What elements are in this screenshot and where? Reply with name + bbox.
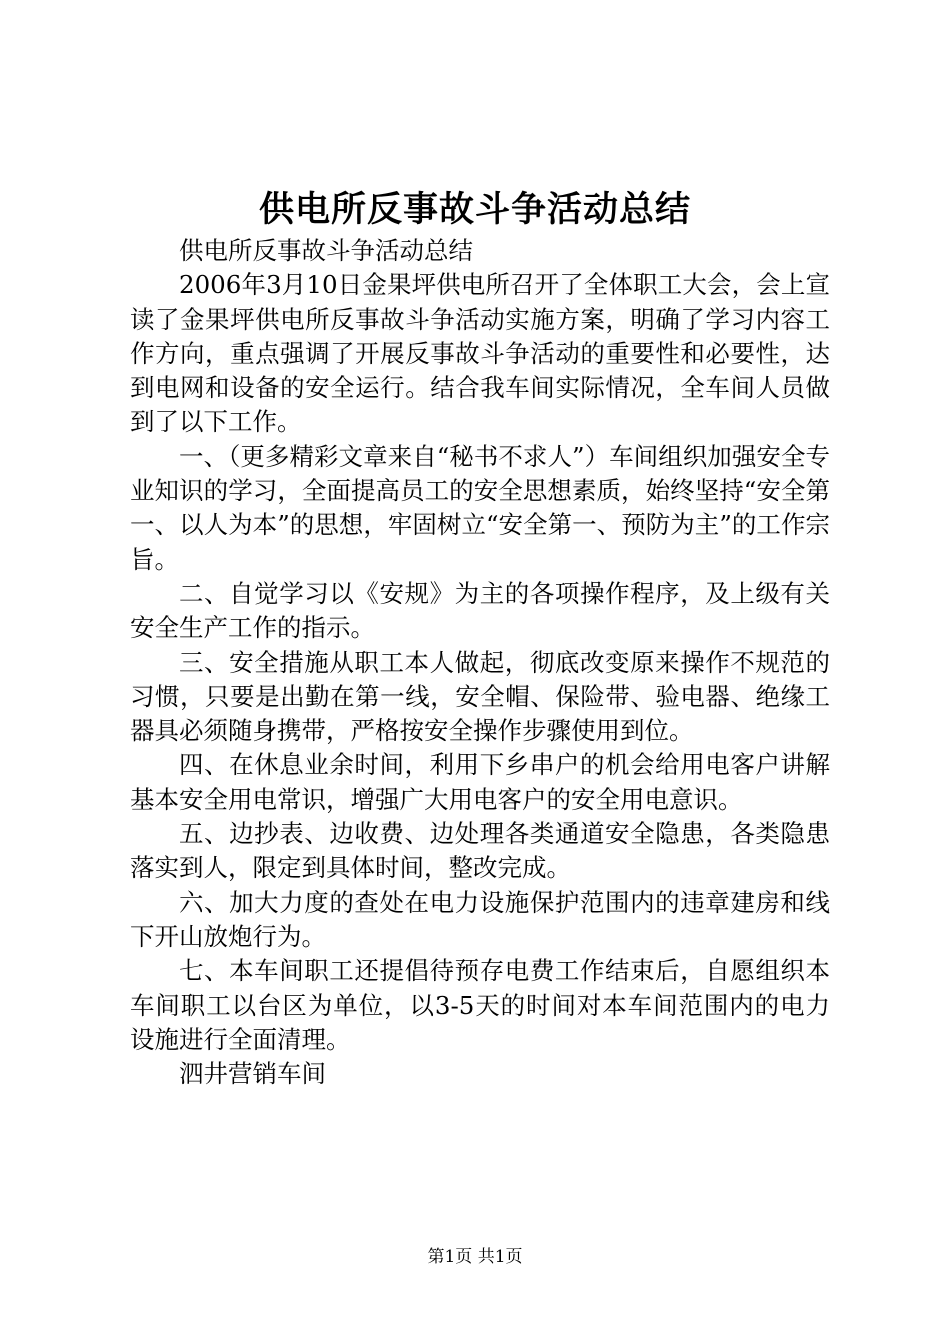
paragraph-item-4: 四、在休息业余时间，利用下乡串户的机会给用电客户讲解基本安全用电常识，增强广大用电客户的安全用电意识。 bbox=[130, 750, 830, 814]
paragraph-signature: 泗井营销车间 bbox=[179, 1059, 326, 1089]
page-title: 供电所反事故斗争活动总结 bbox=[258, 189, 691, 230]
paragraph-item-5: 五、边抄表、边收费、边处理各类通道安全隐患，各类隐患落实到人，限定到具体时间，整改完成。 bbox=[130, 819, 830, 883]
paragraph-item-7: 七、本车间职工还提倡待预存电费工作结束后，自愿组织本车间职工以台区为单位，以3-5天的时间对本车间范围内的电力设施进行全面清理。 bbox=[130, 956, 830, 1054]
page-footer: 第1页 共1页 bbox=[427, 1247, 523, 1267]
paragraph-subtitle: 供电所反事故斗争活动总结 bbox=[179, 236, 473, 265]
paragraph-item-3: 三、安全措施从职工本人做起，彻底改变原来操作不规范的习惯，只要是出勤在第一线，安全帽、保险带、验电器、绝缘工器具必须随身携带，严格按安全操作步骤使用到位。 bbox=[130, 647, 830, 746]
paragraph-item-2: 二、自觉学习以《安规》为主的各项操作程序，及上级有关安全生产工作的指示。 bbox=[130, 578, 830, 643]
paragraph-item-1: 一、（更多精彩文章来自“秘书不求人”）车间组织加强安全专业知识的学习，全面提高员工的安全思想素质，始终坚持“安全第一、以人为本”的思想，牢固树立“安全第一、预防为主”的工作宗旨。 bbox=[130, 441, 830, 574]
paragraph-intro: 2006年3月10日金果坪供电所召开了全体职工大会，会上宣读了金果坪供电所反事故斗争活动实施方案，明确了学习内容工作方向，重点强调了开展反事故斗争活动的重要性和必要性，达到电网和设备的安全运行。结合我车间实际情况，全车间人员做到了以下工作。 bbox=[130, 270, 830, 437]
document-body bbox=[130, 234, 830, 1091]
paragraph-item-6: 六、加大力度的查处在电力设施保护范围内的违章建房和线下开山放炮行为。 bbox=[130, 887, 830, 951]
